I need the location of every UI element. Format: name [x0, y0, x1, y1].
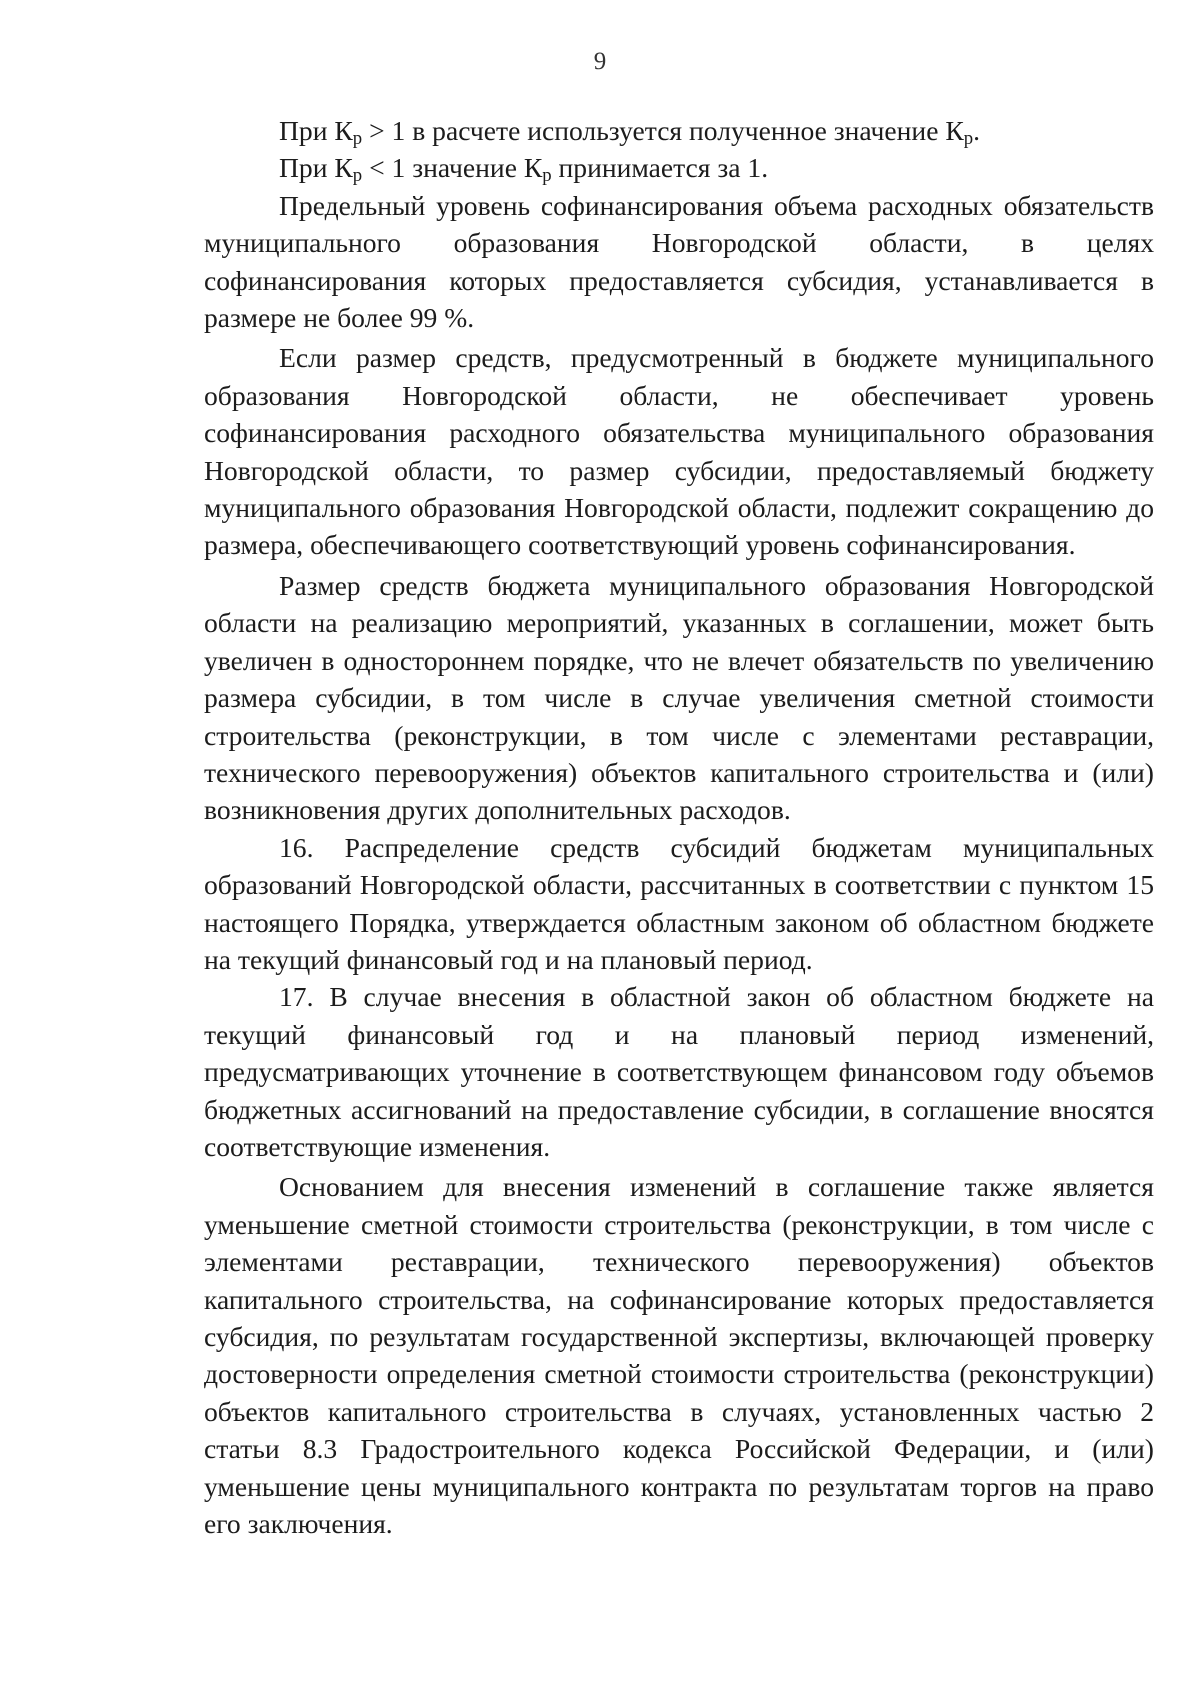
coef-symbol: К [334, 152, 353, 184]
line2-middle: < 1 значение [362, 152, 524, 184]
coef-symbol: К [523, 152, 543, 184]
paragraph-amendment-grounds: Основанием для внесения изменений в соглашение также является уменьшение сметной стоимости строительства (реконструкции, в том числе с элементами реставрации, технического перевооружения) объектов капитального строительства, на софинансирование которых предоставляется субсидия, по результатам государственной экспертизы, включающей проверку достоверности определения сметной стоимости строительства (реконструкции) объектов капитального строительства в случаях, установленных частью 2 статьи 8.3 Градостроительного кодекса Российской Федерации, и (или) уменьшение цены муниципального контракта по результатам торгов на право его заключения. [204, 1171, 1154, 1540]
paragraph-cofinancing-limit: Предельный уровень софинансирования объема расходных обязательств муниципального образования Новгородской области, в целях софинансирования которых предоставляется субсидия, устанавливается в размере не более 99 %. [204, 189, 1154, 334]
line1-prefix: При [279, 115, 335, 146]
paragraph-item-16: 16. Распределение средств субсидий бюджетам муниципальных образований Новгородской области, рассчитанных в соответствии с пунктом 15 настоящего Порядка, утверждается областным законом об областном бюджете на текущий финансовый год и на плановый период. [204, 831, 1154, 975]
line1-suffix: . [973, 115, 981, 146]
coef-symbol: К [334, 115, 353, 146]
condition-line-greater [204, 112, 1154, 149]
paragraph-subsidy-reduction: Если размер средств, предусмотренный в бюджете муниципального образования Новгородской области, не обеспечивает уровень софинансирования расходного обязательства муниципального образования Новгородской области, то размер субсидии, предоставляемый бюджету муниципального образования Новгородской области, подлежит сокращению до размера, обеспечивающего соответствующий уровень софинансирования. [204, 342, 1154, 561]
line2-suffix: принимается за 1. [551, 152, 769, 184]
paragraph-item-17: 17. В случае внесения в областной закон об областном бюджете на текущий финансовый год и на плановый период изменений, предусматривающих уточнение в соответствующем финансовом году объемов бюджетных ассигнований на предоставление субсидии, в соглашение вносятся соответствующие изменения. [204, 981, 1154, 1162]
line2-prefix: При [279, 152, 335, 184]
document-body [204, 112, 1154, 1542]
line1-middle: > 1 в расчете используется полученное значение [362, 115, 946, 146]
coef-subscript: р [352, 165, 363, 187]
page-number: 9 [593, 48, 607, 75]
coef-subscript: р [963, 128, 974, 150]
coef-subscript: р [352, 128, 363, 150]
condition-line-less [204, 149, 1154, 186]
coef-subscript: р [542, 165, 552, 187]
paragraph-budget-increase: Размер средств бюджета муниципального образования Новгородской области на реализацию мероприятий, указанных в соглашении, может быть увеличен в одностороннем порядке, что не влечет обязательств по увеличению размера субсидии, в том числе в случае увеличения сметной стоимости строительства (реконструкции, в том числе с элементами реставрации, технического перевооружения) объектов капитального строительства и (или) возникновения других дополнительных расходов. [204, 569, 1154, 826]
coef-symbol: К [945, 115, 964, 146]
